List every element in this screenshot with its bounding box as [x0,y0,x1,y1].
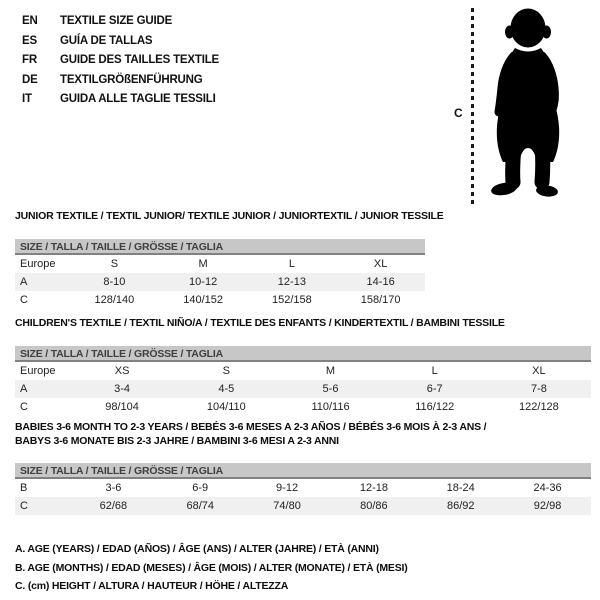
size-cell: 68/74 [186,500,214,512]
row-label: Europe [20,257,56,270]
size-cell: XL [373,257,388,270]
language-row [22,12,219,32]
row-label: Europe [20,364,56,377]
language-code: ES [22,34,37,47]
language-row [22,90,219,110]
row-label: A [20,382,28,395]
language-label: TEXTILGRÖßENFÜHRUNG [60,73,203,86]
size-table [15,479,591,515]
size-cell: 12-13 [277,275,306,288]
size-cell: 92/98 [533,500,562,512]
size-header-bar: SIZE / TALLA / TAILLE / GRÖSSE / TAGLIA [15,346,591,362]
language-code: IT [22,93,32,105]
size-cell: 5-6 [322,382,339,395]
language-row [22,71,219,91]
size-cell: M [325,364,336,377]
table-row [15,380,591,398]
table-title: JUNIOR TEXTILE / TEXTIL JUNIOR/ TEXTILE JUNIOR / JUNIORTEXTIL / JUNIOR TESSILE [15,210,444,222]
size-cell: 7-8 [530,382,547,395]
size-cell: 80/86 [360,500,388,512]
size-cell: 62/68 [99,500,128,512]
table-title-line2: BABYS 3-6 MONATE BIS 2-3 JAHRE / BAMBINI 3-6 MESI A 2-3 ANNI [15,434,339,447]
table-title: CHILDREN'S TEXTILE / TEXTIL NIÑO/A / TEXTILE DES ENFANTS / KINDERTEXTIL / BAMBINI TESSILE [15,317,505,329]
size-cell: 158/170 [360,293,401,306]
table-row [15,255,425,273]
size-cell: S [222,364,230,377]
language-code: EN [22,15,38,27]
size-cell: 116/122 [415,400,455,413]
size-cell: 14-16 [366,275,395,288]
table-title-line1: BABIES 3-6 MONTH TO 2-3 YEARS / BEBÉS 3-6 MESES A 2-3 AÑOS / BÉBÉS 3-6 MOIS À 2-3 ANS / [15,421,487,433]
size-cell: 9-12 [276,482,299,494]
babies-textile-section [15,421,591,515]
table-row [15,497,591,515]
size-cell: 104/110 [206,400,246,413]
size-cell: 152/158 [271,293,312,306]
size-cell: 8-10 [103,275,126,288]
size-cell: XS [114,364,130,377]
size-cell: M [198,257,208,270]
size-table [15,362,591,416]
table-row [15,291,425,309]
row-label: A [20,275,28,288]
language-row [22,51,219,71]
language-label: GUIDE DES TAILLES TEXTILE [60,54,219,66]
size-cell: XL [532,364,546,377]
size-cell: 74/80 [273,500,301,512]
size-cell: 122/128 [519,400,559,413]
size-cell: 6-7 [426,382,443,395]
row-label: B [20,482,28,494]
size-cell: 86/92 [446,500,475,512]
size-cell: 12-18 [359,482,388,494]
table-row [15,479,591,497]
size-cell: 6-9 [192,482,209,494]
size-cell: 3-4 [114,382,131,395]
baby-silhouette-icon [484,6,570,206]
language-label: GUIDA ALLE TAGLIE TESSILI [60,93,216,105]
table-row [15,273,425,291]
language-header [22,12,219,110]
row-label: C [20,293,28,306]
size-cell: 18-24 [446,482,475,494]
size-header-bar: SIZE / TALLA / TAILLE / GRÖSSE / TAGLIA [15,239,425,255]
height-dashed-line [471,8,474,206]
language-code: FR [22,54,37,66]
size-cell: 10-12 [189,275,218,288]
language-label: TEXTILE SIZE GUIDE [60,15,173,27]
size-cell: 128/140 [94,293,135,306]
language-label: GUÍA DE TALLAS [60,34,153,47]
row-label: C [20,400,28,413]
size-cell: 140/152 [183,293,223,306]
size-cell: 4-5 [218,382,235,395]
size-cell: 98/104 [105,400,139,413]
footnote-age-years: A. AGE (YEARS) / EDAD (AÑOS) / ÂGE (ANS) / ALTER (JAHRE) / ETÀ (ANNI) [15,543,379,555]
footnote-age-months: B. AGE (MONTHS) / EDAD (MESES) / ÂGE (MOIS) / ALTER (MONATE) / ETÀ (MESI) [15,561,408,574]
footnote-height-cm: C. (cm) HEIGHT / ALTURA / HAUTEUR / HÖHE / ALTEZZA [15,580,289,592]
size-cell: 110/116 [311,400,350,413]
size-cell: L [431,364,438,377]
childrens-textile-section [15,317,591,416]
size-cell: 3-6 [105,482,122,494]
footnotes [15,540,408,596]
table-title [15,421,591,448]
size-cell: L [288,257,295,270]
language-code: DE [22,73,38,86]
size-table [15,255,425,309]
size-header-bar: SIZE / TALLA / TAILLE / GRÖSSE / TAGLIA [15,463,591,479]
height-marker-label: C [454,106,463,120]
table-row [15,362,591,380]
junior-textile-section [15,210,444,309]
size-cell: S [110,257,119,270]
table-row [15,398,591,416]
language-row [22,32,219,52]
size-cell: 24-36 [533,482,562,494]
row-label: C [20,500,28,512]
